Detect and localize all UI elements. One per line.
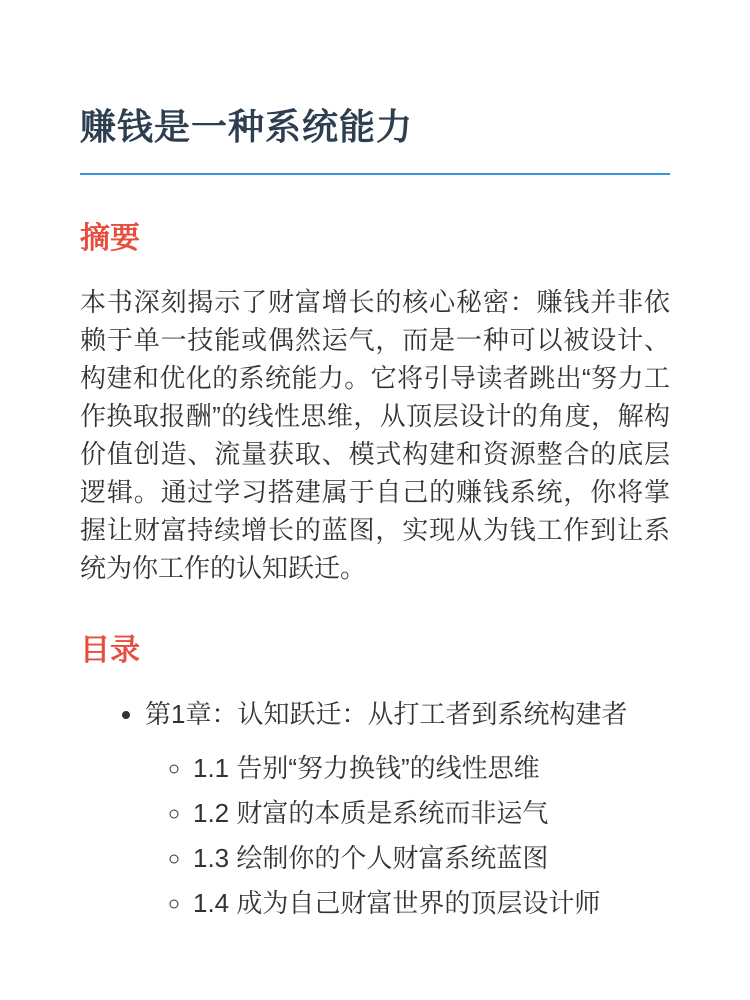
summary-paragraph: 本书深刻揭示了财富增长的核心秘密：赚钱并非依赖于单一技能或偶然运气，而是一种可以被设计、构建和优化的系统能力。它将引导读者跳出“努力工作换取报酬”的线性思维，从顶层设计的角度，解构价值创造、流量获取、模式构建和资源整合的底层逻辑。通过学习搭建属于自己的赚钱系统，你将掌握让财富持续增长的蓝图，实现从为钱工作到让系统为你工作的认知跃迁。 <box>80 286 670 583</box>
section-item: ◦ 1.3 绘制你的个人财富系统蓝图 <box>193 839 670 877</box>
section-item: ◦ 1.2 财富的本质是系统而非运气 <box>193 794 670 832</box>
section-list <box>145 749 670 922</box>
chapter-item <box>145 695 670 922</box>
chapter-list <box>80 695 670 922</box>
toc-heading: 目录 <box>80 633 140 667</box>
chapter-label: 第1章：认知跃迁：从打工者到系统构建者 <box>145 698 628 729</box>
section-item: ◦ 1.4 成为自己财富世界的顶层设计师 <box>193 884 670 922</box>
page-title: 赚钱是一种系统能力 <box>80 104 670 175</box>
section-item: ◦ 1.1 告别“努力换钱”的线性思维 <box>193 749 670 787</box>
summary-heading: 摘要 <box>80 221 140 255</box>
